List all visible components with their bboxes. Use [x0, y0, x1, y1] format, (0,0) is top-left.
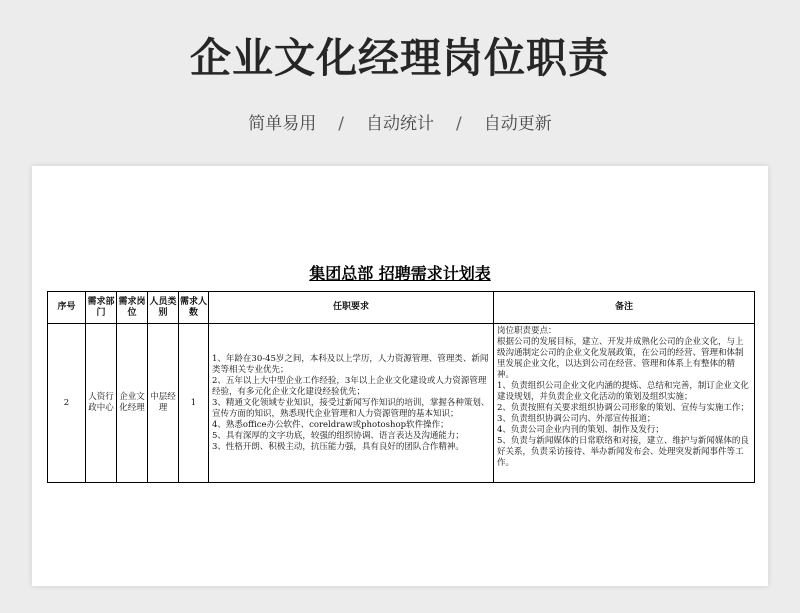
note-line: 5、负责与新闻媒体的日常联络和对接，建立、维护与新闻媒体的良好关系，负责采访接待、举办新闻发布会、处理突发新闻事件等工作。	[497, 436, 749, 468]
note-line: 1、负责组织公司企业文化内涵的提炼、总结和完善，制订企业文化建设规划，并负责企业文化活动的策划及组织实施；	[497, 381, 749, 402]
subtitle-item: 简单易用	[248, 114, 317, 134]
cell-position: 企业文化经理	[117, 324, 148, 483]
subtitle-item: 自动更新	[483, 114, 552, 134]
requirement-line: 3、性格开朗、积极主动，抗压能力强，具有良好的团队合作精神。	[212, 441, 464, 452]
requirement-line: 1、年龄在30-45岁之间，本科及以上学历，人力资源管理、管理类、新闻类等相关专业优先；	[212, 353, 489, 375]
column-header-position: 需求岗位	[117, 292, 148, 324]
column-header-index: 序号	[48, 292, 86, 324]
subtitle	[0, 112, 800, 136]
spreadsheet-preview	[32, 166, 768, 586]
cell-requirements	[209, 324, 494, 483]
column-header-requirements: 任职要求	[209, 292, 494, 324]
cell-index: 2	[48, 324, 86, 483]
table-header-row	[48, 292, 755, 324]
subtitle-item: 自动统计	[366, 114, 434, 134]
note-line: 3、负责组织协调公司内、外部宣传报道；	[497, 414, 656, 424]
requirement-line: 3、精通文化领域专业知识，接受过新闻写作知识的培训，掌握各种策划、宣传方面的知识，熟悉现代企业管理和人力资源管理的基本知识；	[212, 397, 490, 419]
table-row	[48, 324, 755, 483]
cell-count: 1	[179, 324, 209, 483]
requirement-line: 5、具有深厚的文字功底，较强的组织协调、语言表达及沟通能力；	[212, 430, 464, 441]
page-title: 企业文化经理岗位职责	[190, 34, 610, 82]
requirement-line: 4、熟悉office办公软件、coreldraw或photoshop软件操作；	[212, 419, 449, 430]
note-line: 岗位职责要点：	[497, 326, 557, 336]
table-title: 集团总部 招聘需求计划表	[309, 264, 491, 283]
subtitle-separator: /	[338, 114, 344, 134]
subtitle-separator: /	[456, 114, 462, 134]
column-header-notes: 备注	[494, 292, 755, 324]
column-header-category: 人员类别	[148, 292, 179, 324]
column-header-count: 需求人数	[179, 292, 209, 324]
note-line: 4、负责公司企业内刊的策划、制作及发行；	[497, 425, 664, 435]
cell-category: 中层经理	[148, 324, 179, 483]
recruitment-table	[47, 291, 755, 483]
note-line: 根据公司的发展目标，建立、开发并成熟化公司的企业文化，与上级沟通制定公司的企业文化发展政策，在公司的经营、管理和体制里发展企业文化，以达到公司在经营、管理和体系上有整体的精神。	[497, 337, 744, 380]
cell-department: 人资行政中心	[86, 324, 117, 483]
note-line: 2、负责按照有关要求组织协调公司形象的策划、宣传与实施工作；	[497, 403, 749, 413]
column-header-department: 需求部门	[86, 292, 117, 324]
cell-notes	[494, 324, 755, 483]
requirement-line: 2、五年以上大中型企业工作经验，3年以上企业文化建设或人力资源管理经验，有多元化企业文化建设经验优先；	[212, 375, 487, 397]
